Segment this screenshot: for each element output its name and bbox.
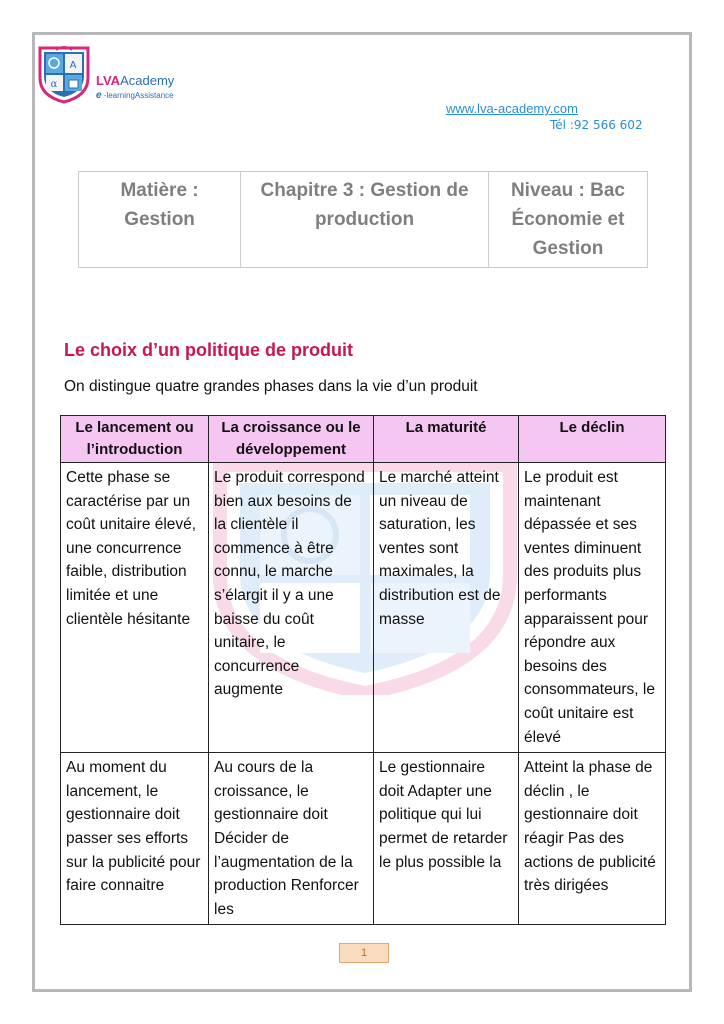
table-cell: Au cours de la croissance, le gestionnaire doit Décider de l’augmentation de la production Renforcer les (209, 753, 374, 925)
table-cell: Le produit correspond bien aux besoins de la clientèle il commence à être connu, le marche s’élargit il y a une baisse du coût unitaire, le concurrence augmente (209, 463, 374, 753)
level-cell: Niveau : Bac Économie et Gestion (488, 172, 647, 268)
website-link[interactable]: www.lva-academy.com (446, 101, 578, 116)
table-cell: Le marché atteint un niveau de saturation, les ventes sont maximales, la distribution est de masse (374, 463, 519, 753)
section-title: Le choix d’un politique de produit (64, 340, 353, 360)
table-cell: Cette phase se caractérise par un coût unitaire élevé, une concurrence faible, distribution limitée et une clientèle hésitante (61, 463, 209, 753)
brand-name-part1: LVA (96, 73, 121, 88)
intro-text: On distingue quatre grandes phases dans la vie d’un produit (64, 378, 478, 395)
table-header-row (61, 416, 666, 463)
course-header-table (78, 171, 648, 268)
table-row (61, 463, 666, 753)
table-row (61, 753, 666, 925)
header-decline: Le déclin (519, 416, 666, 463)
brand-name (96, 73, 174, 88)
svg-text:α: α (50, 79, 58, 90)
tagline-text: -learningAssistance (101, 91, 174, 100)
header-maturity: La maturité (374, 416, 519, 463)
table-cell: Au moment du lancement, le gestionnaire doit passer ses efforts sur la publicité pour faire connaitre (61, 753, 209, 925)
course-header-row (79, 172, 648, 268)
page-number: 1 (339, 943, 389, 963)
table-cell: Le gestionnaire doit Adapter une politique qui lui permet de retarder le plus possible la (374, 753, 519, 925)
tagline-e-icon: e (96, 90, 102, 101)
header-introduction: Le lancement ou l’introduction (61, 416, 209, 463)
table-cell: Atteint la phase de déclin , le gestionnaire doit réagir Pas des actions de publicité très dirigées (519, 753, 666, 925)
header-growth: La croissance ou le développement (209, 416, 374, 463)
chapter-cell: Chapitre 3 : Gestion de production (241, 172, 489, 268)
product-life-cycle-table (60, 415, 666, 925)
table-cell: Le produit est maintenant dépassée et ses ventes diminuent des produits plus performants apparaissent pour répondre aux besoins des consommateurs, le coût unitaire est élevé (519, 463, 666, 753)
phone-number: Tél :92 566 602 (550, 118, 643, 132)
subject-cell: Matière : Gestion (79, 172, 241, 268)
svg-text:A: A (69, 60, 77, 71)
brand-name-part2: Academy (120, 73, 175, 88)
brand-tagline (96, 90, 174, 101)
